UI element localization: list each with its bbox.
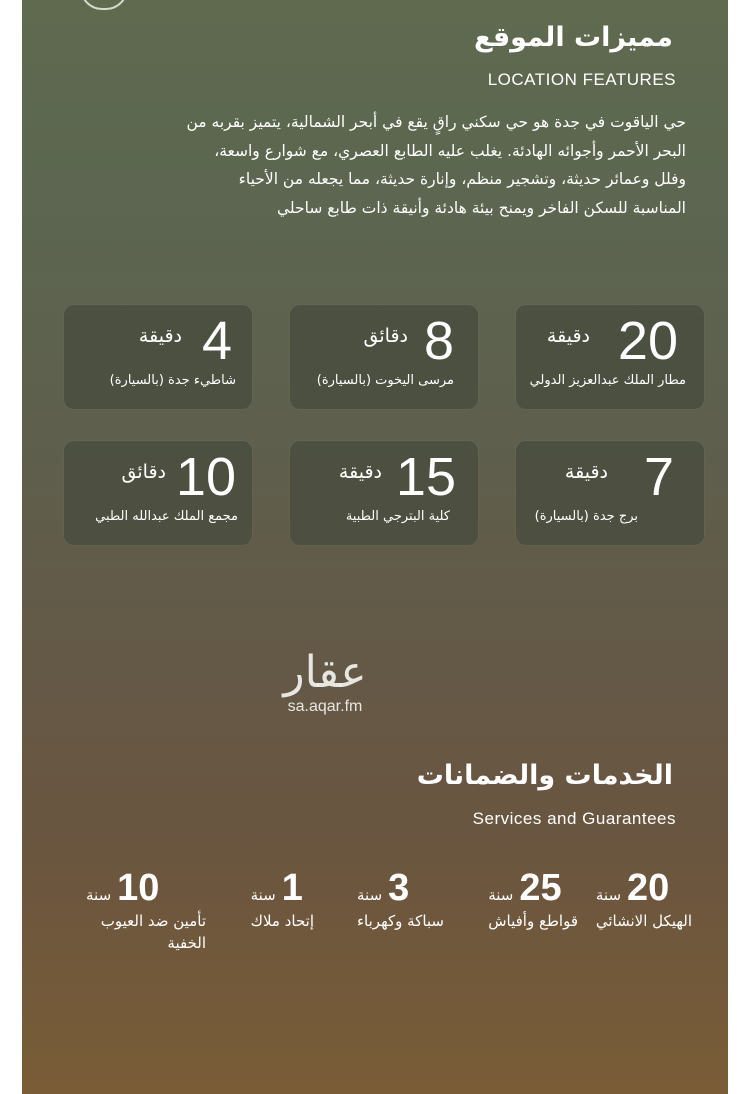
description-line: البحر الأحمر وأجوائه الهادئة. يغلب عليه الطابع العصري، مع شوارع واسعة، — [214, 141, 686, 160]
service-label: إتحاد ملاك — [250, 912, 314, 930]
service-unit: سنة — [488, 886, 514, 904]
card-label: مرسى اليخوت (بالسيارة) — [316, 373, 454, 388]
services-title: الخدمات والضمانات — [416, 760, 673, 791]
card-unit: دقيقة — [546, 325, 590, 347]
description-line: حي الياقوت في جدة هو حي سكني راقٍ يقع في أبحر الشمالية، يتميز بقربه من — [186, 113, 686, 131]
service-unit: سنة — [357, 886, 383, 904]
poster — [22, 0, 728, 1094]
card-unit: دقائق — [363, 325, 408, 347]
card-unit: دقائق — [121, 461, 166, 483]
card-yacht-marina — [290, 305, 478, 409]
card-label: مجمع الملك عبدالله الطبي — [95, 509, 238, 524]
card-number: 7 — [643, 447, 674, 507]
card-unit: دقيقة — [338, 461, 382, 483]
location-title: مميزات الموقع — [474, 22, 673, 53]
service-value: 10 — [117, 867, 160, 909]
service-unit: سنة — [250, 886, 276, 904]
brand-logo-icon — [80, 0, 128, 10]
card-airport — [516, 305, 704, 409]
service-owners-association — [251, 868, 314, 932]
location-subtitle: LOCATION FEATURES — [487, 70, 676, 89]
service-switches-sockets — [488, 868, 578, 932]
watermark-arabic: عقار — [283, 647, 367, 698]
card-label: شاطيء جدة (بالسيارة) — [109, 373, 236, 388]
card-jeddah-beach — [64, 305, 252, 409]
card-unit: دقيقة — [564, 461, 608, 483]
card-label: مطار الملك عبدالعزيز الدولي — [529, 373, 686, 388]
card-number: 10 — [175, 447, 236, 507]
card-jeddah-tower — [516, 441, 704, 545]
service-structure — [596, 868, 692, 932]
aqar-watermark — [250, 648, 400, 716]
card-king-abdullah-medical — [64, 441, 252, 545]
card-number: 20 — [617, 311, 678, 371]
location-description — [126, 108, 686, 222]
service-label: الهيكل الانشائي — [595, 912, 692, 930]
card-label: كلية البترجي الطبية — [345, 509, 450, 524]
service-defects-insurance — [86, 868, 206, 954]
service-value: 25 — [519, 867, 562, 909]
card-number: 15 — [395, 447, 456, 507]
service-unit: سنة — [595, 886, 622, 904]
service-value: 1 — [281, 867, 303, 909]
card-batterjee-college — [290, 441, 478, 545]
service-plumbing-electric — [357, 868, 444, 932]
service-value: 3 — [388, 867, 410, 909]
card-label: برج جدة (بالسيارة) — [534, 509, 638, 524]
service-label: سباكة وكهرباء — [357, 912, 444, 930]
card-number: 4 — [201, 311, 232, 371]
card-unit: دقيقة — [138, 325, 182, 347]
services-subtitle: Services and Guarantees — [472, 809, 676, 828]
description-line: وفلل وعمائر حديثة، وتشجير منظم، وإنارة حديثة، مما يجعله من الأحياء — [238, 170, 686, 188]
card-number: 8 — [423, 311, 454, 371]
watermark-url: sa.aqar.fm — [287, 698, 363, 715]
service-label: قواطع وأفياش — [488, 912, 578, 930]
description-line: المناسبة للسكن الفاخر ويمنح بيئة هادئة وأنيقة ذات طابع ساحلي — [276, 198, 686, 217]
service-label: تأمين ضد العيوب الخفية — [100, 912, 206, 952]
service-value: 20 — [627, 867, 670, 909]
service-unit: سنة — [86, 886, 112, 904]
